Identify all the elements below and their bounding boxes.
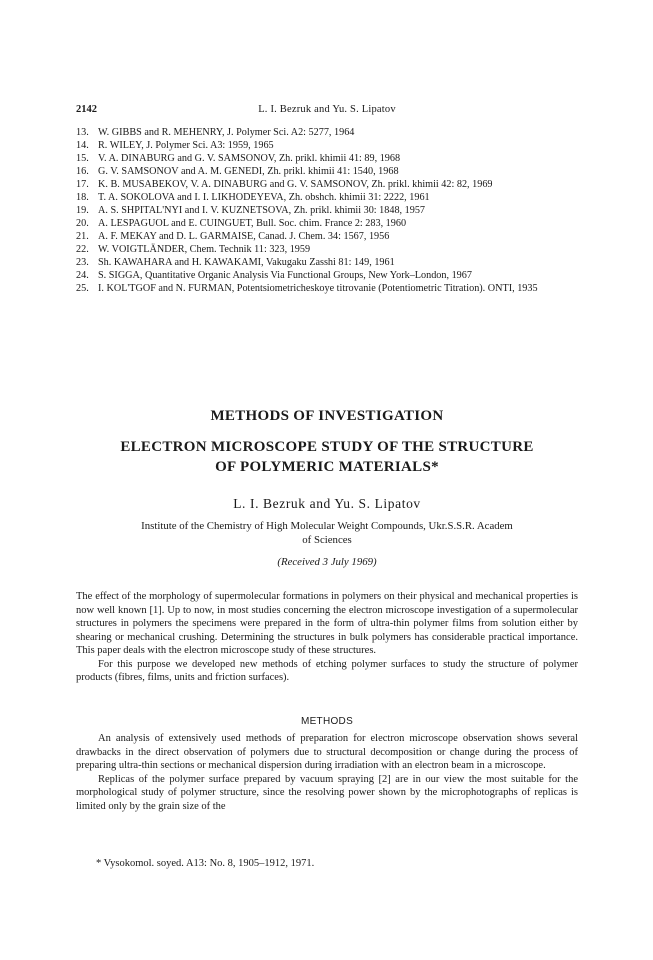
- reference-number: 19.: [76, 205, 89, 216]
- paragraph: An analysis of extensively used methods of preparation for electron microscope observation shows several drawbacks in the direct observation of polymers due to structural decomposition or change during the process of preparing ultra-thin sections or mechanical dispersion during irradiation with an electron beam in a microscope.: [76, 733, 578, 771]
- reference-item: [76, 165, 584, 178]
- paragraph: The effect of the morphology of supermolecular formations in polymers on their physical and mechanical properties is now well known [1]. Up to now, in most studies concerning the electron microscope investigation of a supermolecular structures in polymers the specimens were prepared in the form of ultra-thin polymer films from solution either by shearing or mechanical crushing. Determining the structures in bulk polymers has considerable practical importance. This paper deals with the electron microscope study of these structures.: [76, 591, 578, 656]
- reference-item: [76, 126, 584, 139]
- paragraph: Replicas of the polymer surface prepared by vacuum spraying [2] are in our view the most suitable for the morphological study of polymer structure, since the resolving power shown by the microphotographs of replicas is limited only by the grain size of the: [76, 773, 578, 812]
- methods-heading: METHODS: [300, 716, 354, 727]
- paper-authors: L. I. Bezruk and Yu. S. Lipatov: [233, 496, 421, 511]
- affiliation-line: Institute of the Chemistry of High Molecular Weight Compounds, Ukr.S.S.R. Academ: [141, 520, 513, 532]
- reference-text: A. S. SHPITAL'NYI and I. V. KUZNETSOVA, Zh. prikl. khimii 30: 1848, 1957: [98, 205, 426, 216]
- reference-text: A. LESPAGUOL and E. CUINGUET, Bull. Soc. chim. France 2: 283, 1960: [98, 218, 407, 229]
- reference-number: 21.: [76, 231, 89, 242]
- title-line: OF POLYMERIC MATERIALS*: [215, 459, 439, 475]
- reference-item: [76, 282, 584, 295]
- reference-item: [76, 256, 584, 269]
- reference-item: [76, 178, 584, 191]
- reference-text: G. V. SAMSONOV and A. M. GENEDI, Zh. prikl. khimii 41: 1540, 1968: [98, 166, 399, 177]
- reference-item: [76, 139, 584, 152]
- footnote: * Vysokomol. soyed. A13: No. 8, 1905–1912, 1971.: [96, 858, 315, 869]
- reference-item: [76, 217, 584, 230]
- reference-number: 17.: [76, 179, 89, 190]
- reference-item: [76, 191, 584, 204]
- header-authors: L. I. Bezruk and Yu. S. Lipatov: [258, 104, 396, 115]
- reference-item: [76, 230, 584, 243]
- reference-item: [76, 243, 584, 256]
- reference-number: 22.: [76, 244, 89, 255]
- reference-text: K. B. MUSABEKOV, V. A. DINABURG and G. V. SAMSONOV, Zh. prikl. khimii 42: 82, 1969: [98, 179, 493, 190]
- affiliation: [76, 519, 578, 547]
- title-line: ELECTRON MICROSCOPE STUDY OF THE STRUCTURE: [120, 439, 534, 455]
- reference-number: 13.: [76, 127, 89, 138]
- reference-text: V. A. DINABURG and G. V. SAMSONOV, Zh. prikl. khimii 41: 89, 1968: [98, 153, 401, 164]
- reference-number: 20.: [76, 218, 89, 229]
- reference-number: 14.: [76, 140, 89, 151]
- reference-text: S. SIGGA, Quantitative Organic Analysis Via Functional Groups, New York–London, 1967: [98, 270, 472, 281]
- reference-text: I. KOL'TGOF and N. FURMAN, Potentsiometricheskoye titrovanie (Potentiometric Titration). ONTI, 1935: [98, 283, 538, 294]
- paragraph: For this purpose we developed new methods of etching polymer surfaces to study the structure of polymer products (fibres, films, units and friction surfaces).: [76, 658, 578, 683]
- page-number: 2142: [76, 104, 97, 115]
- reference-text: W. GIBBS and R. MEHENRY, J. Polymer Sci. A2: 5277, 1964: [98, 127, 355, 138]
- reference-text: T. A. SOKOLOVA and I. I. LIKHODEYEVA, Zh. obshch. khimii 31: 2222, 1961: [98, 192, 430, 203]
- reference-item: [76, 269, 584, 282]
- reference-number: 16.: [76, 166, 89, 177]
- reference-number: 25.: [76, 283, 89, 294]
- reference-item: [76, 152, 584, 165]
- reference-list: [76, 126, 584, 295]
- reference-text: R. WILEY, J. Polymer Sci. A3: 1959, 1965: [98, 140, 274, 151]
- received-text: (Received 3 July 1969): [277, 556, 377, 568]
- intro-text: [76, 590, 578, 685]
- reference-number: 23.: [76, 257, 89, 268]
- reference-text: W. VOIGTLÄNDER, Chem. Technik 11: 323, 1959: [98, 244, 311, 255]
- reference-number: 24.: [76, 270, 89, 281]
- reference-text: Sh. KAWAHARA and H. KAWAKAMI, Vakugaku Zasshi 81: 149, 1961: [98, 257, 395, 268]
- received-date: [76, 556, 578, 568]
- reference-number: 15.: [76, 153, 89, 164]
- reference-item: [76, 204, 584, 217]
- paper-title: [76, 437, 578, 477]
- reference-number: 18.: [76, 192, 89, 203]
- methods-text: [76, 732, 578, 813]
- section-heading: METHODS OF INVESTIGATION: [210, 408, 444, 424]
- affiliation-line: of Sciences: [302, 534, 352, 546]
- reference-text: A. F. MEKAY and D. L. GARMAISE, Canad. J. Chem. 34: 1567, 1956: [98, 231, 390, 242]
- running-head: [76, 104, 578, 118]
